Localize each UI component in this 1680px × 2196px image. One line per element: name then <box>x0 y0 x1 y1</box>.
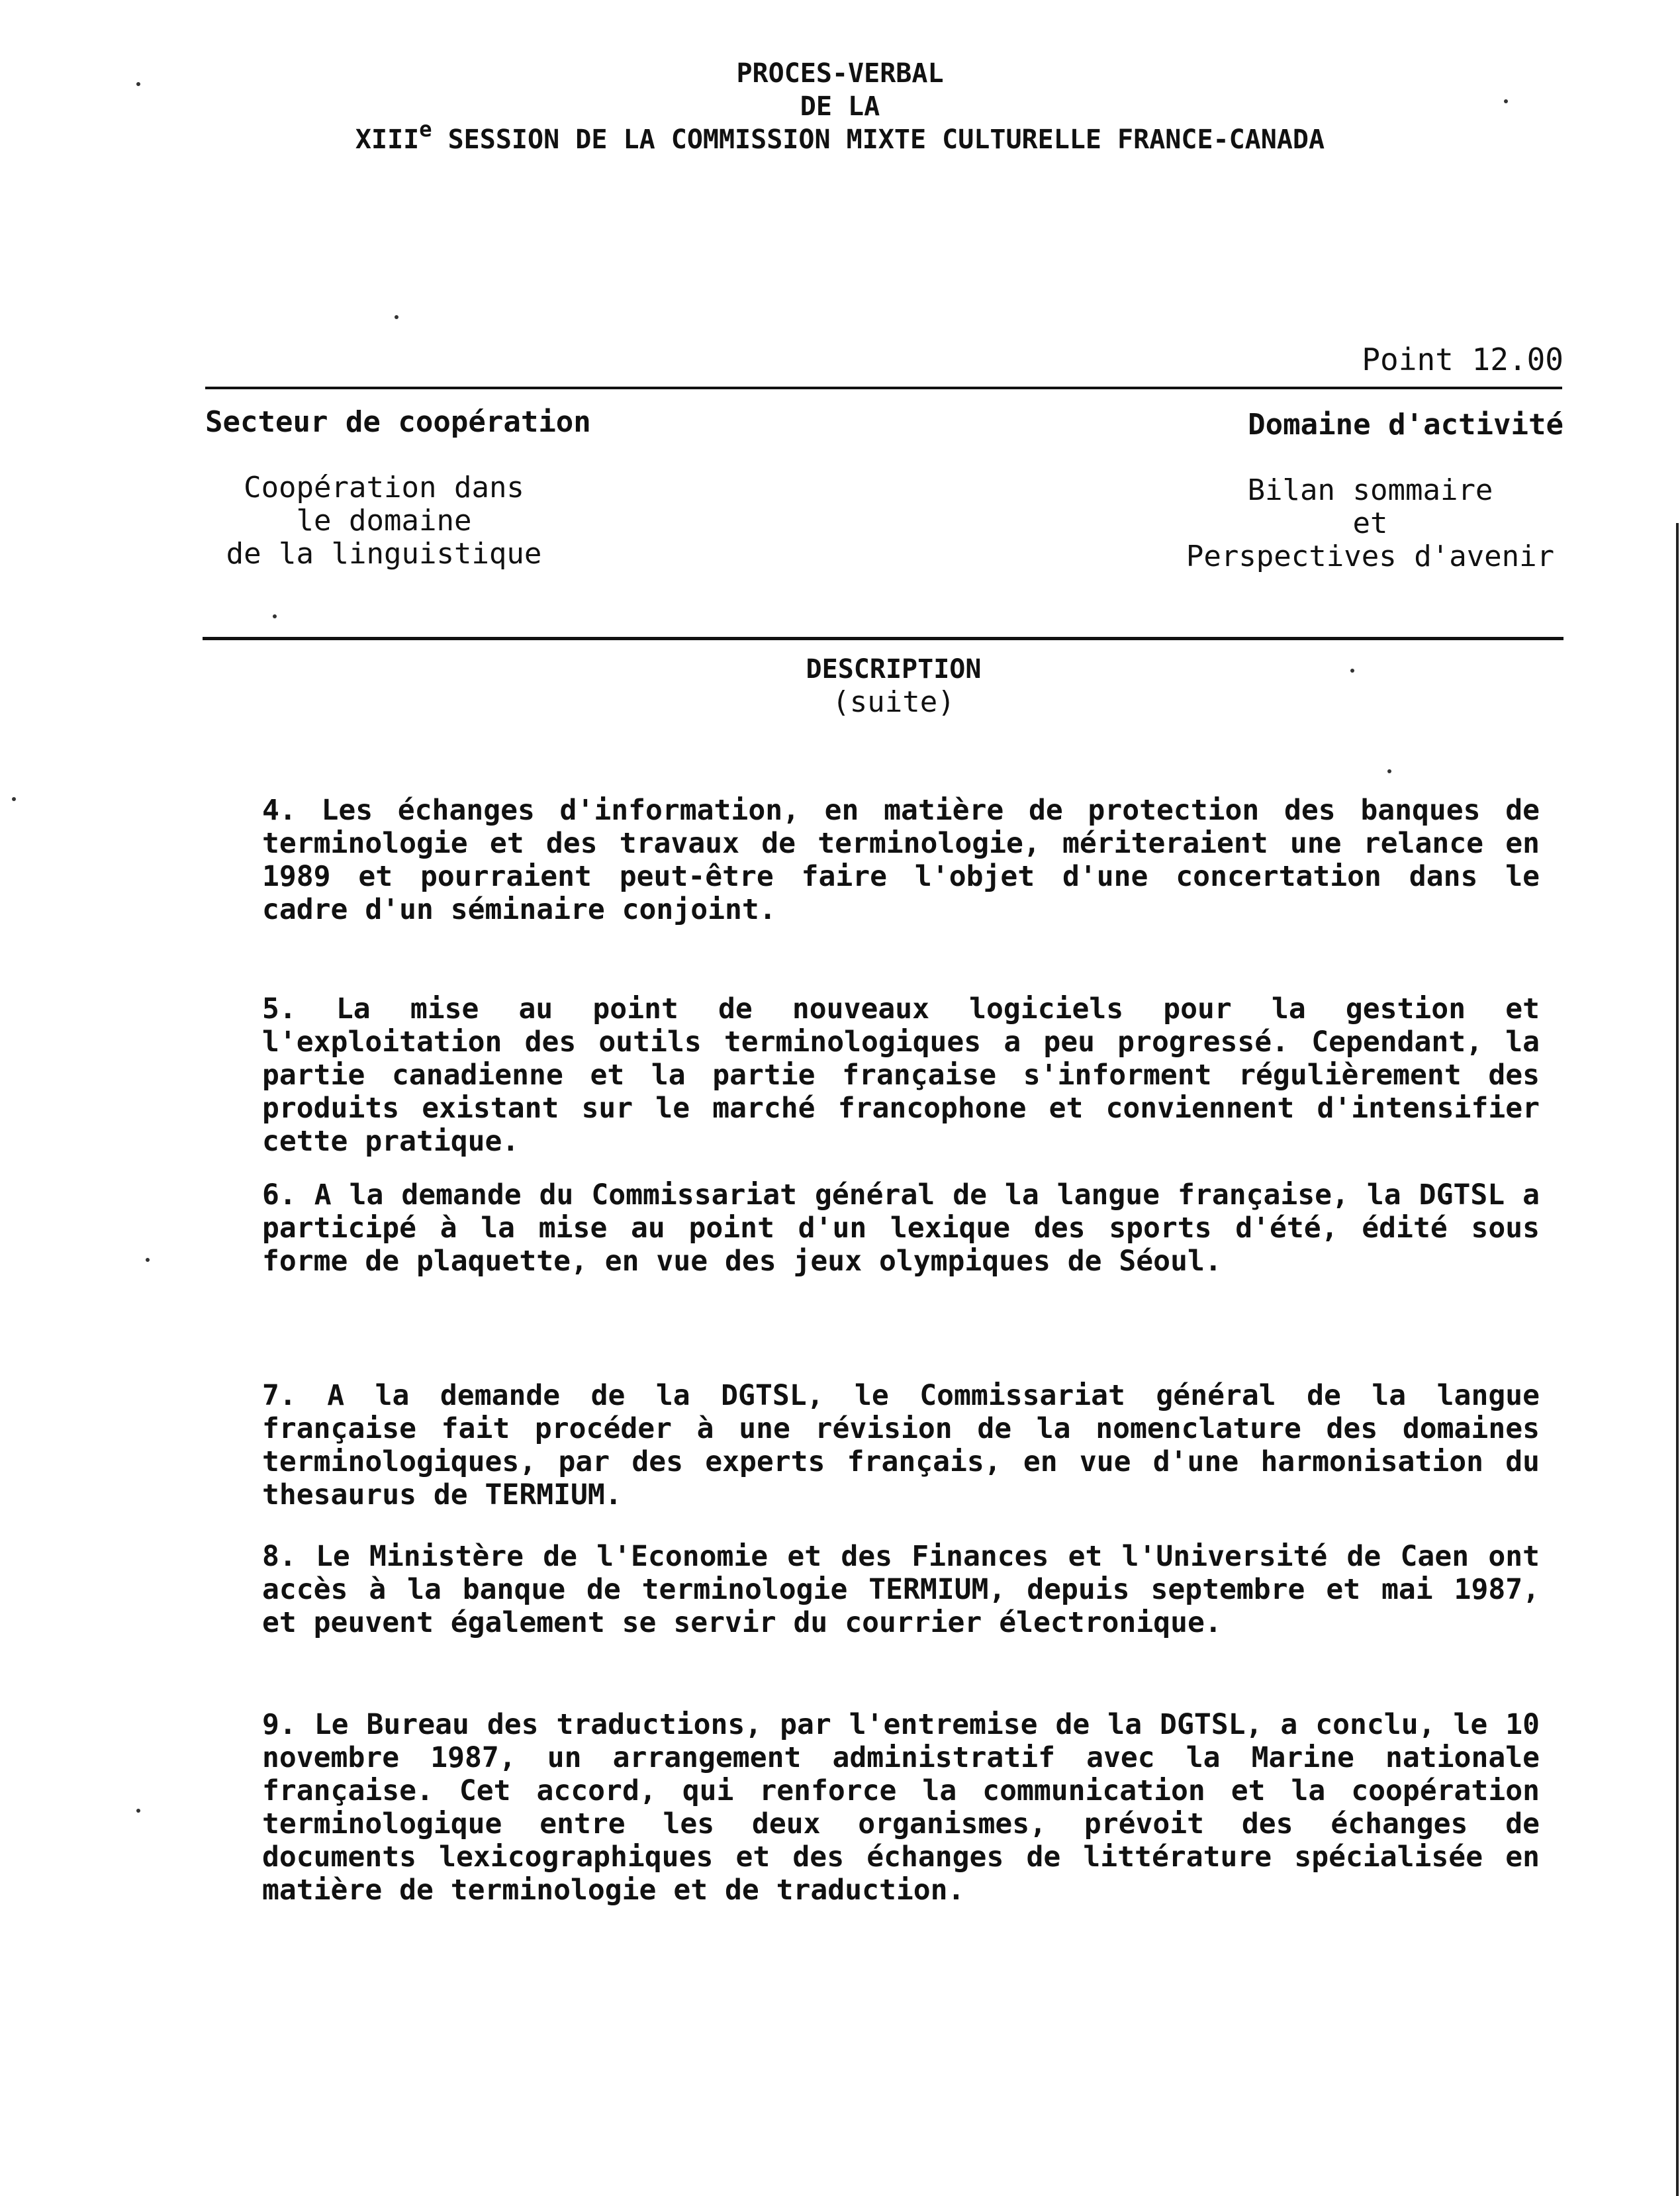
domain-heading: Domaine d'activité <box>1248 408 1563 442</box>
paragraph-9: 9. Le Bureau des traductions, par l'entremise de la DGTSL, a conclu, le 10 novembre 1987, un arrangement administratif avec la Marine nationale française. Cet accord, qui renforce la communication et la coopération terminologique entre les deux organismes, prévoit des échanges de documents lexicographiques et des échanges de littérature spécialisée en matière de terminologie et de traduction. <box>262 1708 1540 1907</box>
paragraph-8: 8. Le Ministère de l'Economie et des Finances et l'Université de Caen ont accès à la banque de terminologie TERMIUM, depuis septembre et mai 1987, et peuvent également se servir du courrier électronique. <box>262 1540 1540 1639</box>
domain-value: Bilan sommaire et Perspectives d'avenir <box>1186 473 1555 573</box>
scan-speck <box>273 614 277 618</box>
paragraph-7: 7. A la demande de la DGTSL, le Commissariat général de la langue française fait procéder à une révision de la nomenclature des domaines terminologiques, par des experts français, en vue d'une harmonisation du thesaurus de TERMIUM. <box>262 1379 1540 1511</box>
description-subheading: (suite) <box>832 685 955 719</box>
scan-speck <box>1387 769 1391 773</box>
scan-speck <box>12 797 16 801</box>
top-divider <box>205 387 1562 389</box>
scan-edge-line <box>1676 523 1679 2196</box>
description-heading-block <box>688 653 1099 719</box>
description-heading: DESCRIPTION <box>806 654 982 685</box>
scan-speck <box>395 315 398 319</box>
scan-speck <box>136 82 140 86</box>
scan-speck <box>136 1809 140 1813</box>
scan-speck <box>1504 99 1508 103</box>
scan-speck <box>1350 669 1354 673</box>
document-title <box>0 57 1680 156</box>
session-title: SESSION DE LA COMMISSION MIXTE CULTURELLE FRANCE-CANADA <box>432 124 1325 155</box>
session-number: XIII <box>355 124 420 155</box>
sector-value: Coopération dans le domaine de la linguistique <box>226 471 542 571</box>
paragraph-6: 6. A la demande du Commissariat général de la langue française, la DGTSL a participé à la mise au point d'un lexique des sports d'été, édité sous forme de plaquette, en vue des jeux olympiques de Séoul. <box>262 1178 1540 1278</box>
title-line-2: DE LA <box>800 91 880 122</box>
sector-heading: Secteur de coopération <box>205 405 591 439</box>
title-line-1: PROCES-VERBAL <box>736 58 944 89</box>
scan-speck <box>146 1258 150 1262</box>
point-number: Point 12.00 <box>1362 342 1563 377</box>
session-number-superscript: e <box>419 117 432 142</box>
paragraph-5: 5. La mise au point de nouveaux logiciels pour la gestion et l'exploitation des outils terminologiques a peu progressé. Cependant, la partie canadienne et la partie française s'informent régulièrement des produits existant sur le marché francophone et conviennent d'intensifier cette pratique. <box>262 992 1540 1158</box>
bottom-divider <box>203 637 1563 640</box>
paragraph-4: 4. Les échanges d'information, en matière de protection des banques de terminologie et des travaux de terminologie, mériteraient une relance en 1989 et pourraient peut-être faire l'objet d'une concertation dans le cadre d'un séminaire conjoint. <box>262 794 1540 926</box>
title-line-3 <box>0 117 1680 156</box>
